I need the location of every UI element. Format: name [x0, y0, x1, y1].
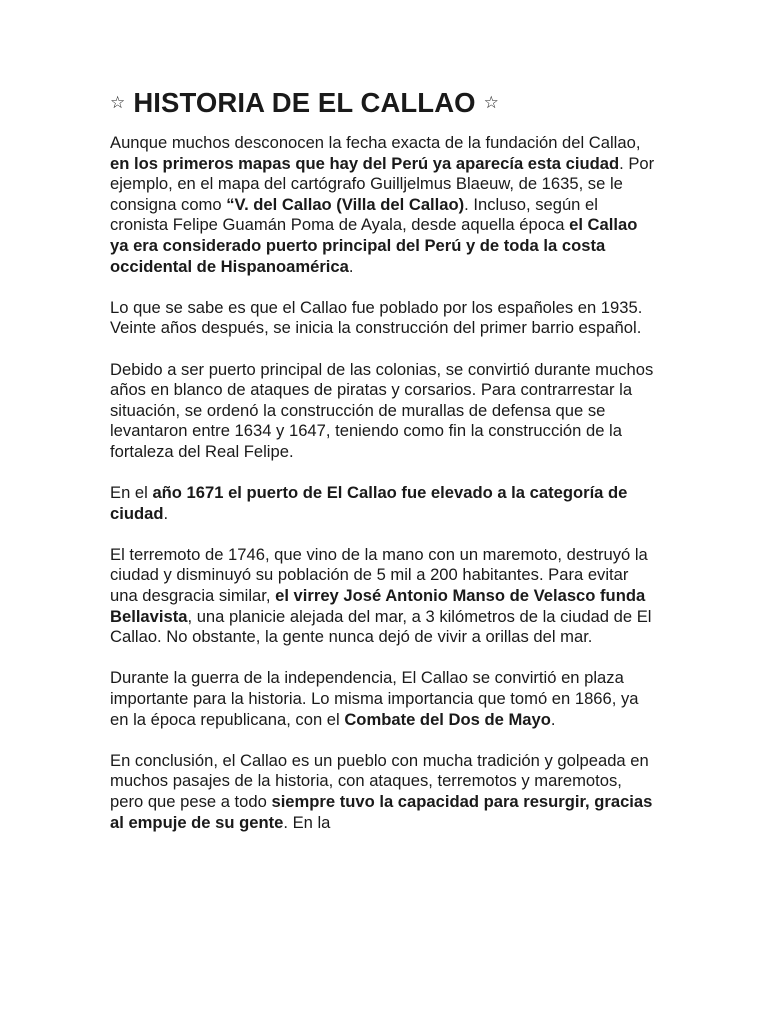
paragraph: Lo que se sabe es que el Callao fue poblado por los españoles en 1935. Veinte años después, se inicia la construcción del primer barrio español. — [110, 297, 643, 338]
paragraph: Durante la guerra de la independencia, El Callao se convirtió en plaza importante para la historia. Lo misma importancia que tomó en 1866, ya en la época republicana, con el Combate del Dos de Mayo. — [110, 668, 639, 729]
document-page — [110, 84, 658, 854]
paragraph: El terremoto de 1746, que vino de la mano con un maremoto, destruyó la ciudad y disminuyó su población de 5 mil a 200 habitantes. Para evitar una desgracia similar, el virrey José Antonio Manso de Velasco funda Bellavista, una planicie alejada del mar, a 3 kilómetros de la ciudad de El Callao. No obstante, la gente nunca dejó de vivir a orillas del mar. — [110, 544, 652, 647]
page-title-text: HISTORIA DE EL CALLAO — [133, 87, 476, 118]
paragraph: Debido a ser puerto principal de las colonias, se convirtió durante muchos años en blanco de ataques de piratas y corsarios. Para contrarrestar la situación, se ordenó la construcción de murallas de defensa que se levantaron entre 1634 y 1647, teniendo como fin la construcción de la fortaleza del Real Felipe. — [110, 359, 654, 461]
star-icon: ☆ — [110, 93, 126, 112]
paragraph: En conclusión, el Callao es un pueblo con mucha tradición y golpeada en muchos pasajes de la historia, con ataques, terremotos y maremotos, pero que pese a todo siempre tuvo la capacidad para resurgir, gracias al empuje de su gente. En la — [110, 750, 653, 832]
paragraph: En el año 1671 el puerto de El Callao fue elevado a la categoría de ciudad. — [110, 483, 628, 523]
star-icon: ☆ — [483, 93, 499, 112]
paragraph: Aunque muchos desconocen la fecha exacta de la fundación del Callao, en los primeros mapas que hay del Perú ya aparecía esta ciudad. Por ejemplo, en el mapa del cartógrafo Guilljelmus Blaeuw, de 1635, se le consigna como “V. del Callao (Villa del Callao). Incluso, según el cronista Felipe Guamán Poma de Ayala, desde aquella época el Callao ya era considerado puerto principal del Perú y de toda la costa occidental de Hispanoamérica. — [110, 133, 655, 276]
document-body — [110, 133, 658, 833]
page-title — [110, 84, 658, 122]
